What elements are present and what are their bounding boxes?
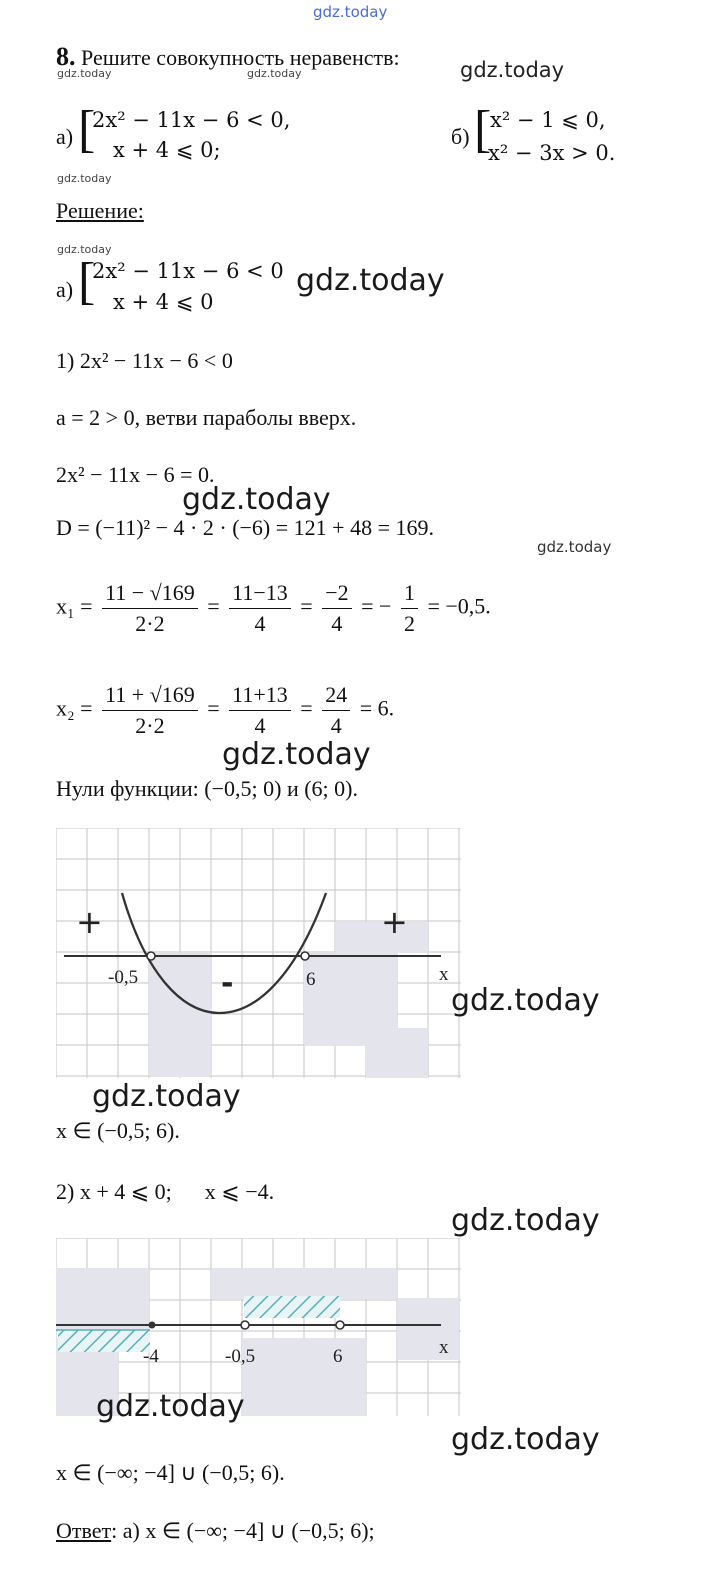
solution-a-label: а) xyxy=(56,277,74,302)
watermark: gdz.today xyxy=(222,737,371,772)
interval-hatch xyxy=(58,1330,150,1352)
problem-b-label: б) xyxy=(451,124,470,149)
numerator: 24 xyxy=(322,682,350,711)
numerator: 11−13 xyxy=(229,580,291,609)
watermark: gdz.today xyxy=(451,983,600,1018)
step-1: 1) 2x² − 11x − 6 < 0 xyxy=(56,348,233,373)
bracket: [ xyxy=(474,101,492,158)
problem-a-line2: x + 4 ⩽ 0; xyxy=(113,138,221,162)
fraction xyxy=(322,682,350,739)
tick-label: 6 xyxy=(333,1346,343,1367)
watermark: gdz.today xyxy=(296,263,445,298)
solution-a-line1: 2x² − 11x − 6 < 0 xyxy=(92,259,284,283)
watermark: gdz.today xyxy=(57,67,112,80)
numerator: 11 − √169 xyxy=(102,580,198,609)
watermark: gdz.today xyxy=(247,67,302,80)
problem-b-line1: x² − 1 ⩽ 0, xyxy=(490,108,606,132)
x2-formula xyxy=(56,682,394,739)
closed-point xyxy=(149,1322,156,1329)
denominator: 4 xyxy=(254,713,266,738)
equals: = xyxy=(300,593,313,619)
tick-label: -0,5 xyxy=(108,967,139,988)
zero-point xyxy=(301,952,309,960)
equation: 2x² − 11x − 6 = 0. xyxy=(56,462,215,487)
result-2: x ∈ (−∞; −4] ∪ (−0,5; 6). xyxy=(56,1460,285,1485)
result-1: x ∈ (−0,5; 6). xyxy=(56,1118,180,1143)
answer-text: : а) x ∈ (−∞; −4] ∪ (−0,5; 6); xyxy=(111,1518,375,1543)
watermark: gdz.today xyxy=(451,1203,600,1238)
branch-text: a = 2 > 0, ветви параболы вверх. xyxy=(56,405,357,430)
bracket: [ xyxy=(78,101,96,158)
equals: = xyxy=(300,695,313,721)
plus-sign: + xyxy=(381,903,408,941)
bracket: [ xyxy=(78,253,96,310)
answer xyxy=(56,1518,375,1544)
equals: = − xyxy=(361,593,392,619)
x1-formula xyxy=(56,580,491,637)
x1-lhs: x₁ = xyxy=(56,593,93,619)
solution-heading: Решение: xyxy=(56,198,144,223)
zero-point xyxy=(147,952,155,960)
numerator: 1 xyxy=(401,580,418,609)
watermark: gdz.today xyxy=(460,58,565,82)
fraction xyxy=(401,580,418,637)
minus-sign: - xyxy=(221,966,234,1001)
tick-label: -4 xyxy=(143,1346,159,1367)
denominator: 2·2 xyxy=(135,611,165,636)
denominator: 4 xyxy=(330,713,342,738)
problem-number: 8. xyxy=(56,42,76,71)
step-2: 2) x + 4 ⩽ 0; x ⩽ −4. xyxy=(56,1179,275,1204)
open-point xyxy=(336,1321,344,1329)
discriminant: D = (−11)² − 4 · 2 · (−6) = 121 + 48 = 169. xyxy=(56,515,434,540)
result: = 6. xyxy=(359,695,395,721)
denominator: 2·2 xyxy=(135,713,165,738)
watermark: gdz.today xyxy=(182,482,331,517)
axis-label: x xyxy=(439,964,449,985)
fraction xyxy=(229,580,291,637)
interval-hatch xyxy=(244,1296,340,1318)
answer-label: Ответ xyxy=(56,1518,112,1543)
fraction xyxy=(322,580,351,637)
watermark: gdz.today xyxy=(537,538,612,556)
x2-lhs: x₂ = xyxy=(56,695,93,721)
equals: = xyxy=(207,593,220,619)
axis-label: x xyxy=(439,1337,449,1358)
parabola-graph xyxy=(56,828,468,1080)
denominator: 4 xyxy=(331,611,343,636)
watermark: gdz.today xyxy=(57,243,112,256)
fraction xyxy=(229,682,291,739)
denominator: 4 xyxy=(254,611,266,636)
watermark-top: gdz.today xyxy=(313,3,388,21)
zeros-text: Нули функции: (−0,5; 0) и (6; 0). xyxy=(56,776,358,801)
watermark: gdz.today xyxy=(96,1389,245,1424)
numerator: 11 + √169 xyxy=(102,682,198,711)
denominator: 2 xyxy=(403,611,415,636)
open-point xyxy=(241,1321,249,1329)
equals: = xyxy=(207,695,220,721)
problem-a-line1: 2x² − 11x − 6 < 0, xyxy=(92,108,291,132)
tick-label: -0,5 xyxy=(225,1346,256,1367)
solution-a-line2: x + 4 ⩽ 0 xyxy=(113,290,214,314)
watermark: gdz.today xyxy=(57,172,112,185)
numerator: 11+13 xyxy=(229,682,291,711)
tick-label: 6 xyxy=(306,969,316,990)
numerator: −2 xyxy=(322,580,351,609)
problem-title: Решите совокупность неравенств: xyxy=(81,45,400,70)
fraction xyxy=(102,682,198,739)
watermark: gdz.today xyxy=(451,1422,600,1457)
result: = −0,5. xyxy=(427,593,491,619)
watermark: gdz.today xyxy=(92,1079,241,1114)
plus-sign: + xyxy=(76,903,103,941)
problem-a-label: а) xyxy=(56,124,74,149)
fraction xyxy=(102,580,198,637)
problem-b-line2: x² − 3x > 0. xyxy=(488,141,616,165)
